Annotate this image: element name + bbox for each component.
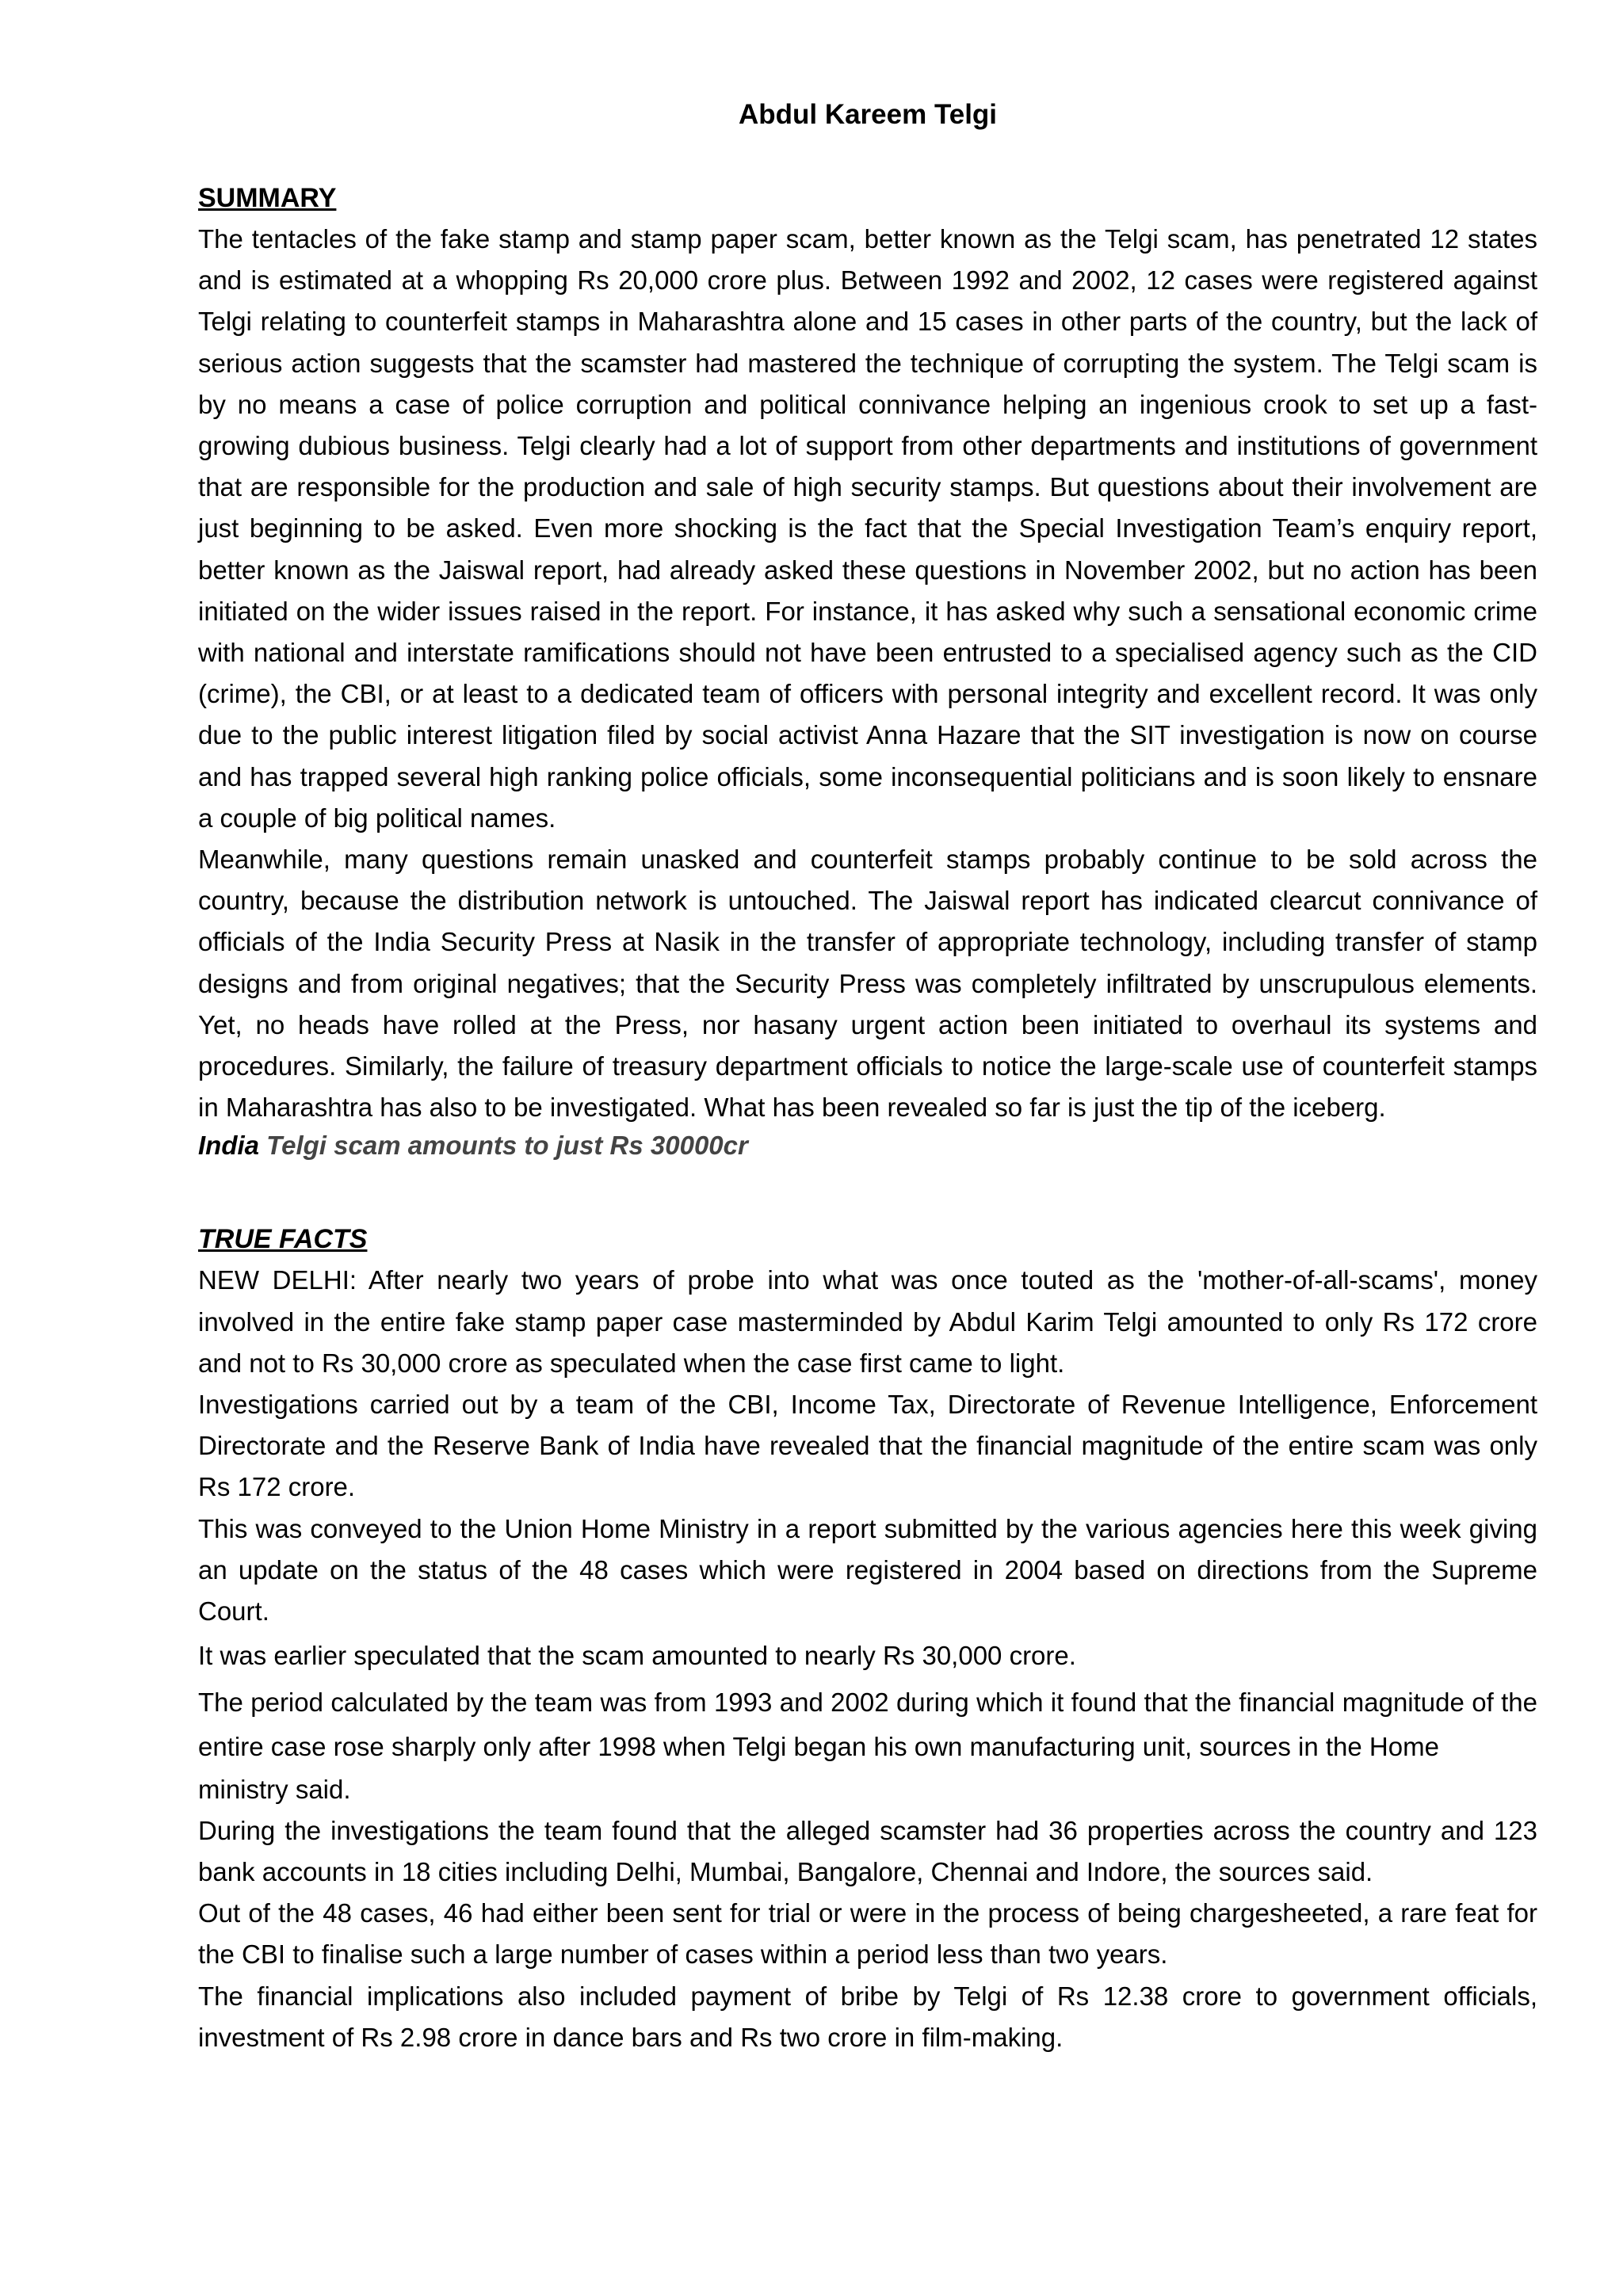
document-title: Abdul Kareem Telgi	[738, 99, 998, 130]
true-facts-heading: TRUE FACTS	[198, 1224, 368, 1255]
summary-paragraph-1: The tentacles of the fake stamp and stamp paper scam, better known as the Telgi scam, has penetrated 12 states and is estimated at a whopping Rs 20,000 crore plus. Between 1992 and 2002, 12 cases were registered against Telgi relating to counterfeit stamps in Maharashtra alone and 15 cases in other parts of the country, but the lack of serious action suggests that the scamster had mastered the technique of corrupting the system. The Telgi scam is by no means a case of police corruption and political connivance helping an ingenious crook to set up a fast-growing dubious business. Telgi clearly had a lot of support from other departments and institutions of government that are responsible for the production and sale of high security stamps. But questions about their involvement are just beginning to be asked. Even more shocking is the fact that the Special Investigation Team’s enquiry report, better known as the Jaiswal report, had already asked these questions in November 2002, but no action has been initiated on the wider issues raised in the report. For instance, it has asked why such a sensational economic crime with national and interstate ramifications should not have been entrusted to a specialised agency such as the CID (crime), the CBI, or at least to a dedicated team of officers with personal integrity and excellent record. It was only due to the public interest litigation filed by social activist Anna Hazare that the SIT investigation is now on course and has trapped several high ranking police officials, some inconsequential politicians and is soon likely to ensnare a couple of big political names.	[198, 224, 1537, 833]
kicker-headline: Telgi scam amounts to just Rs 30000cr	[259, 1131, 748, 1161]
true-facts-paragraph-2: Investigations carried out by a team of the CBI, Income Tax, Directorate of Revenue Intelligence, Enforcement Directorate and the Reserve Bank of India have revealed that the financial magnitude of the entire scam was only Rs 172 crore.	[198, 1390, 1537, 1502]
true-facts-paragraph-7: During the investigations the team found that the alleged scamster had 36 properties across the country and 123 bank accounts in 18 cities including Delhi, Mumbai, Bangalore, Chennai and Indore, the sources said.	[198, 1815, 1537, 1886]
summary-paragraph-2: Meanwhile, many questions remain unasked and counterfeit stamps probably continue to be sold across the country, because the distribution network is untouched. The Jaiswal report has indicated clearcut connivance of officials of the India Security Press at Nasik in the transfer of appropriate technology, including transfer of stamp designs and from original negatives; that the Security Press was completely infiltrated by unscrupulous elements. Yet, no heads have rolled at the Press, nor hasany urgent action been initiated to overhaul its systems and procedures. Similarly, the failure of treasury department officials to notice the large-scale use of counterfeit stamps in Maharashtra has also to be investigated. What has been revealed so far is just the tip of the iceberg.	[198, 845, 1537, 1123]
document-page	[198, 93, 1537, 2058]
true-facts-paragraph-4: It was earlier speculated that the scam amounted to nearly Rs 30,000 crore.	[198, 1641, 1076, 1671]
true-facts-paragraph-1: NEW DELHI: After nearly two years of probe into what was once touted as the 'mother-of-all-scams', money involved in the entire fake stamp paper case masterminded by Abdul Karim Telgi amounted to only Rs 172 crore and not to Rs 30,000 crore as speculated when the case first came to light.	[198, 1265, 1537, 1378]
true-facts-paragraph-3: This was conveyed to the Union Home Ministry in a report submitted by the various agencies here this week giving an update on the status of the 48 cases which were registered in 2004 based on directions from the Supreme Court.	[198, 1513, 1537, 1627]
true-facts-paragraph-5: The period calculated by the team was from 1993 and 2002 during which it found that the financial magnitude of the entire case rose sharply only after 1998 when Telgi began his own manufacturing unit, sources in the Home	[198, 1687, 1537, 1761]
kicker-lead: India	[198, 1131, 260, 1161]
summary-heading: SUMMARY	[198, 183, 337, 213]
true-facts-paragraph-8: Out of the 48 cases, 46 had either been sent for trial or were in the process of being chargesheeted, a rare feat for the CBI to finalise such a large number of cases within a period less than two years.	[198, 1898, 1537, 1970]
true-facts-paragraph-6: ministry said.	[198, 1774, 351, 1804]
true-facts-paragraph-9: The financial implications also included payment of bribe by Telgi of Rs 12.38 crore to government officials, investment of Rs 2.98 crore in dance bars and Rs two crore in film-making.	[198, 1981, 1537, 2052]
news-kicker	[198, 1128, 1537, 1163]
